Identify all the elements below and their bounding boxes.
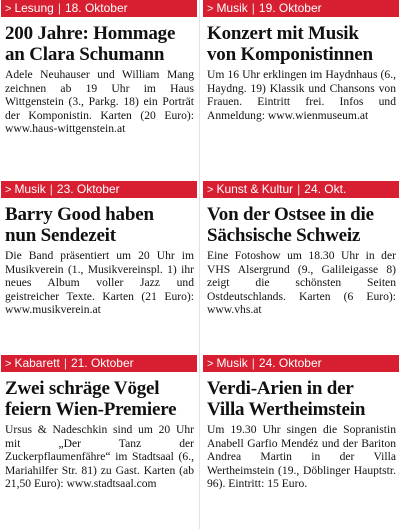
event-tag [203,0,399,17]
tag-separator: | [63,356,67,370]
event-description: Adele Neuhauser und William Mang zeichnen ab 19 Uhr im Haus Wittgenstein (3., Parkg. 18) ein Porträt der Komponistin. Karten (20 Euro): www.haus-wittgenstein.at [5,68,194,136]
event-description: Um 19.30 Uhr singen die Sopranistin Anabell Garfio Mendéz und der Bariton Andrea Martin in der Villa Wertheimstein (19., Döblinger Hauptstr. 96). Eintritt: 15 Euro. [207,423,396,491]
event-title-line: Villa Wertheimstein [207,399,366,420]
event-title [5,378,194,420]
event-title-line: feiern Wien-Premiere [5,399,177,420]
event-title-line: Konzert mit Musik [207,23,359,44]
event-description: Die Band präsentiert um 20 Uhr im Musikverein (1., Musikvereinspl. 1) ihr neues Album voller Jazz und geistreicher Texte. Karten (21 Euro): www.musikverein.at [5,249,194,317]
tag-separator: | [297,182,301,196]
event-title [207,23,396,65]
event-date: 21. Oktober [70,356,134,370]
tag-separator: | [49,182,53,196]
chevron-right-icon: > [5,3,12,15]
event-description: Eine Fotoshow um 18.30 Uhr in der VHS Alsergrund (9., Galileigasse 8) zeigt die schönsten Seiten Ostdeutschlands. Karten (6 Euro): www.vhs.at [207,249,396,317]
event-category: Musik [14,182,46,196]
event-title-line: Von der Ostsee in die [207,204,374,225]
event-card-kunst-kultur [203,181,399,317]
event-date: 18. Oktober [64,1,128,15]
event-category: Musik [216,356,248,370]
chevron-right-icon: > [207,184,214,196]
event-title-line: an Clara Schumann [5,44,165,65]
event-date: 24. Okt. [304,182,347,196]
event-tag [203,355,399,372]
event-title-line: nun Sendezeit [5,225,116,246]
event-tag [1,355,197,372]
event-title-line: Verdi-Arien in der [207,378,354,399]
event-date: 19. Oktober [258,1,322,15]
tag-separator: | [251,356,255,370]
event-date: 24. Oktober [258,356,322,370]
event-title-line: 200 Jahre: Hommage [5,23,176,44]
event-title-line: Zwei schräge Vögel [5,378,160,399]
event-tag [1,181,197,198]
chevron-right-icon: > [5,184,12,196]
tag-separator: | [251,1,255,15]
event-category: Lesung [14,1,54,15]
event-title-line: von Komponistinnen [207,44,373,65]
event-description: Um 16 Uhr erklingen im Haydnhaus (6., Haydng. 19) Klassik und Chansons von Frauen. Eintritt frei. Infos und Anmeldung: www.wienmuseum.at [207,68,396,122]
chevron-right-icon: > [5,358,12,370]
event-title-line: Barry Good haben [5,204,154,225]
event-card-lesung [1,0,197,136]
event-category: Musik [216,1,248,15]
event-card-musik-24 [203,355,399,491]
event-tag [203,181,399,198]
column-divider [199,0,200,529]
event-category: Kunst & Kultur [216,182,294,196]
tag-separator: | [57,1,61,15]
event-tag [1,0,197,17]
event-title [5,23,194,65]
event-title [5,204,194,246]
chevron-right-icon: > [207,358,214,370]
event-category: Kabarett [14,356,60,370]
event-date: 23. Oktober [56,182,120,196]
chevron-right-icon: > [207,3,214,15]
event-title [207,378,396,420]
event-title-line: Sächsische Schweiz [207,225,361,246]
event-card-kabarett [1,355,197,491]
event-card-musik-23 [1,181,197,317]
event-title [207,204,396,246]
event-card-musik-19 [203,0,399,122]
event-description: Ursus & Nadeschkin sind um 20 Uhr mit „Der Tanz der Zuckerpflaumenfähre“ im Stadtsaal (6., Mariahilfer Str. 81) zu Gast. Karten (ab 21,50 Euro): www.stadtsaal.com [5,423,194,491]
